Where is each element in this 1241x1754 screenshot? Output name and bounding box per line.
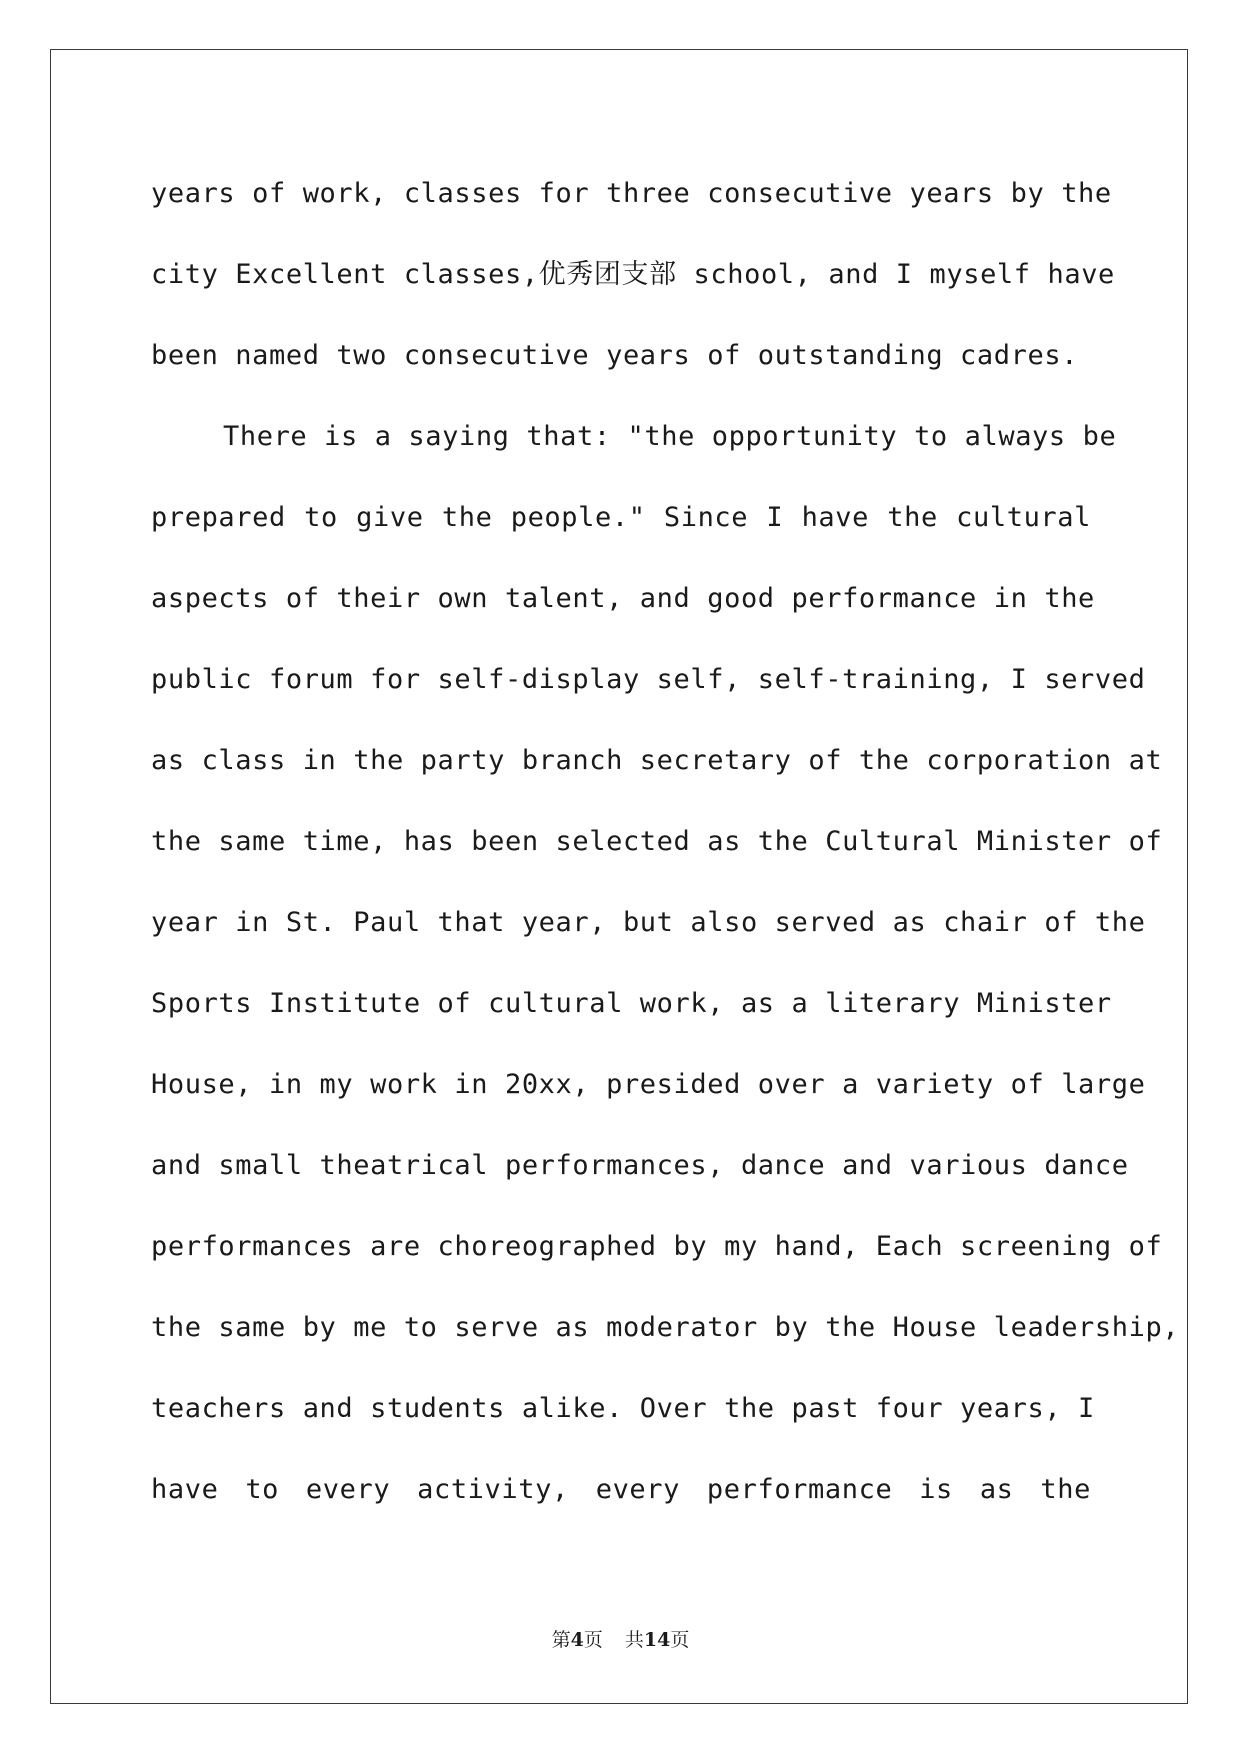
body-line-12: House, in my work in 20xx, presided over a variety of large bbox=[151, 1069, 1146, 1100]
page-footer bbox=[0, 1625, 1241, 1652]
body-line-13: and small theatrical performances, dance and various dance bbox=[151, 1150, 1129, 1181]
body-line-2: city Excellent classes,优秀团支部 school, and I myself have bbox=[151, 259, 1115, 290]
body-line-6: aspects of their own talent, and good performance in the bbox=[151, 583, 1095, 614]
body-line-9: the same time, has been selected as the Cultural Minister of bbox=[151, 826, 1163, 857]
body-line-15: the same by me to serve as moderator by the House leadership, bbox=[151, 1312, 1180, 1343]
body-line-17: have to every activity, every performance is as the bbox=[151, 1474, 1091, 1505]
body-line-5: prepared to give the people." Since I have the cultural bbox=[151, 502, 1091, 533]
body-line-8: as class in the party branch secretary of the corporation at bbox=[151, 745, 1163, 776]
body-line-10: year in St. Paul that year, but also served as chair of the bbox=[151, 907, 1146, 938]
body-line-14: performances are choreographed by my hand, Each screening of bbox=[151, 1231, 1163, 1262]
body-line-11: Sports Institute of cultural work, as a literary Minister bbox=[151, 988, 1112, 1019]
body-line-7: public forum for self-display self, self-training, I served bbox=[151, 664, 1146, 695]
body-line-16: teachers and students alike. Over the past four years, I bbox=[151, 1393, 1095, 1424]
body-line-4: There is a saying that: "the opportunity to always be bbox=[223, 421, 1117, 452]
page-border bbox=[50, 49, 1188, 1704]
total-pages: 共14页 bbox=[624, 1629, 690, 1651]
page-number: 第4页 bbox=[551, 1629, 603, 1651]
body-line-3: been named two consecutive years of outstanding cadres. bbox=[151, 340, 1079, 371]
body-line-1: years of work, classes for three consecutive years by the bbox=[151, 178, 1112, 209]
